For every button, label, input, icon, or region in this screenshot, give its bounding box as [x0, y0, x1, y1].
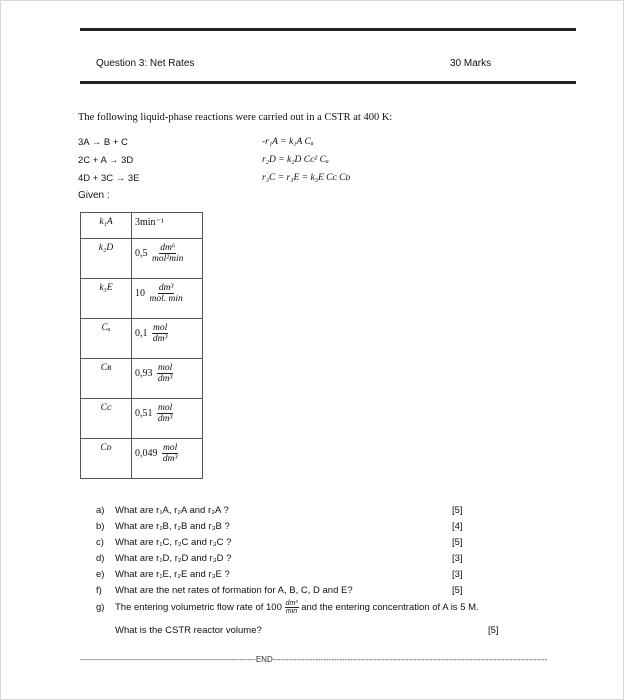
- top-rule: [80, 28, 576, 31]
- question-marks: 30 Marks: [450, 58, 492, 69]
- unit-denominator: dm³: [157, 374, 173, 384]
- question-c: [96, 537, 231, 548]
- param-symbol: k₃E: [81, 279, 132, 319]
- param-symbol: k₂D: [81, 239, 132, 279]
- param-unit: [150, 283, 183, 304]
- param-coefficient: 0,049: [135, 448, 158, 459]
- reaction-1: 3A → B + C: [78, 137, 128, 148]
- param-row: [81, 279, 203, 319]
- unit-numerator: mol: [163, 443, 178, 453]
- intro-text: The following liquid-phase reactions were carried out in a CSTR at 400 K:: [78, 112, 393, 123]
- param-symbol: k₁A: [81, 213, 132, 239]
- end-text: END: [255, 655, 273, 664]
- param-unit: [162, 443, 178, 464]
- question-points: [4]: [452, 521, 463, 532]
- unit-denominator: dm³: [162, 454, 178, 464]
- param-unit: [152, 243, 183, 264]
- unit-numerator: mol: [153, 323, 168, 333]
- rate-law-3: r₃C = r₃E = k₃E Cᴄ Cᴅ: [262, 173, 351, 183]
- param-value: [132, 279, 203, 319]
- end-dashes: ------------------------------------------------------------------: [80, 655, 256, 664]
- question-letter: g): [96, 602, 105, 614]
- question-text: What are r₁E, r₂E and r₃E ?: [115, 569, 230, 580]
- header-underline: [80, 81, 576, 84]
- param-row: [81, 399, 203, 439]
- unit-denominator: mol²min: [152, 254, 184, 264]
- question-d: [96, 553, 231, 564]
- param-symbol: Cʙ: [81, 359, 132, 399]
- question-f: [96, 585, 353, 596]
- param-coefficient: 0,5: [135, 248, 148, 259]
- unit-denominator: dm³: [152, 334, 168, 344]
- end-dashes: -------------------------------------------------------------------------------------------------------: [272, 655, 548, 664]
- flow-unit: [285, 600, 299, 615]
- question-points: [3]: [452, 553, 463, 564]
- question-points: [5]: [452, 505, 463, 516]
- unit-numerator: dm⁶: [160, 243, 176, 253]
- param-row: [81, 439, 203, 479]
- param-value: [132, 399, 203, 439]
- param-value: [132, 439, 203, 479]
- question-points: [5]: [488, 625, 499, 636]
- param-value: [132, 359, 203, 399]
- param-symbol: Cₐ: [81, 319, 132, 359]
- question-letter: c): [96, 537, 104, 548]
- question-letter: d): [96, 553, 105, 564]
- param-value: [132, 319, 203, 359]
- question-text: What are r₁B, r₂B and r₃B ?: [115, 521, 230, 532]
- param-row: [81, 319, 203, 359]
- unit-numerator: mol: [158, 403, 173, 413]
- end-marker: [80, 655, 576, 664]
- unit-denominator: dm³: [157, 414, 173, 424]
- question-text: What are r₁D, r₂D and r₃D ?: [115, 553, 232, 564]
- rate-law-1: -r₁A = k₁A Cₐ: [262, 137, 314, 147]
- reaction-3: 4D + 3C → 3E: [78, 173, 140, 184]
- question-letter: e): [96, 569, 105, 580]
- unit-denominator: mol. min: [149, 294, 183, 304]
- unit-numerator: dm³: [158, 283, 174, 293]
- param-value: [132, 213, 203, 239]
- reaction-2: 2C + A → 3D: [78, 155, 134, 166]
- question-text: What are r₁C, r₂C and r₃C ?: [115, 537, 232, 548]
- question-text: The entering volumetric flow rate of 100: [115, 602, 282, 614]
- question-letter: a): [96, 505, 105, 516]
- question-letter: f): [96, 585, 102, 596]
- param-symbol: Cᴄ: [81, 399, 132, 439]
- param-coefficient: 0,1: [135, 328, 148, 339]
- rate-law-2: r₂D = k₂D Cᴄ² Cₐ: [262, 155, 329, 165]
- question-a: [96, 505, 229, 516]
- question-g-line2: What is the CSTR reactor volume?: [115, 625, 262, 636]
- param-symbol: Cᴅ: [81, 439, 132, 479]
- question-title: Question 3: Net Rates: [96, 58, 195, 69]
- question-text: What are the net rates of formation for A, B, C, D and E?: [115, 585, 353, 596]
- param-unit: [157, 363, 173, 384]
- given-label: Given :: [78, 190, 110, 201]
- question-text-continued: and the entering concentration of A is 5 M.: [301, 602, 479, 614]
- question-letter: b): [96, 521, 105, 532]
- question-b: [96, 521, 230, 532]
- unit-denominator: min: [285, 608, 298, 615]
- question-e: [96, 569, 230, 580]
- unit-numerator: mol: [158, 363, 173, 373]
- param-coefficient: 0,51: [135, 408, 153, 419]
- unit-numerator: dm³: [285, 600, 298, 607]
- question-points: [3]: [452, 569, 463, 580]
- question-points: [5]: [452, 537, 463, 548]
- param-coefficient: 0,93: [135, 368, 153, 379]
- param-value: [132, 239, 203, 279]
- parameter-table: [80, 212, 203, 479]
- question-g: [96, 600, 479, 615]
- param-unit: [152, 323, 168, 344]
- param-row: [81, 359, 203, 399]
- param-row: [81, 239, 203, 279]
- question-points: [5]: [452, 585, 463, 596]
- question-text: What are r₁A, r₂A and r₃A ?: [115, 505, 229, 516]
- param-value-text: 3min⁻¹: [135, 217, 164, 228]
- param-unit: [157, 403, 173, 424]
- param-row: [81, 213, 203, 239]
- param-coefficient: 10: [135, 288, 145, 299]
